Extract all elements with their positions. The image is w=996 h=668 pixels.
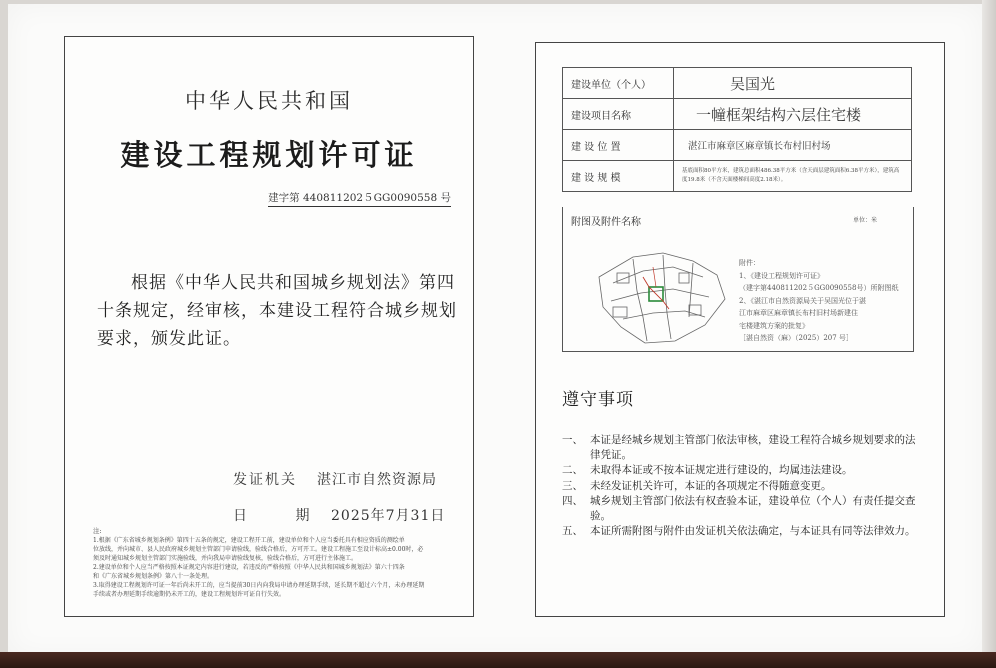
- rule-number: 五、: [562, 525, 583, 537]
- table-row: [563, 99, 912, 130]
- attachment-item: 宅楼建筑方案的批复》: [739, 321, 809, 330]
- rule-item: [562, 524, 918, 539]
- table-row: [563, 161, 912, 192]
- row-label: 建 设 位 置: [563, 130, 674, 161]
- table-row: [563, 130, 912, 161]
- issuer-value: 湛江市自然资源局: [317, 472, 437, 488]
- rule-number: 一、: [562, 434, 583, 446]
- rule-number: 二、: [562, 464, 583, 476]
- row-label: 建设单位（个人）: [563, 68, 674, 99]
- attachment-item: 1、《建设工程规划许可证》: [739, 271, 824, 280]
- rules-heading: 遵守事项: [562, 390, 634, 410]
- rule-item: [562, 463, 918, 478]
- country-title: 中华人民共和国: [185, 89, 353, 113]
- note-line: 须及时通知城乡规划主管部门实施验线，并向我局申请验线复核，验线合格后，方可进行主体施工。: [93, 555, 358, 562]
- rule-text: 本证所需附图与附件由发证机关依法确定，与本证具有同等法律效力。: [590, 525, 916, 537]
- note-line: 位放线，并向城市、县人民政府城乡规划主管部门申请验线，验线合格后，方可开工。建设工程施工至设计标高±0.00时，必: [93, 546, 424, 553]
- location-value: 湛江市麻章区麻章镇长布村旧村场: [674, 130, 912, 161]
- attachments-box: [562, 207, 914, 352]
- date-label: 日 期: [233, 508, 332, 524]
- note-line: 3.取得建设工程规划许可证一年后尚未开工的，应当提前30日内向我局申请办理延期手续，延长期不超过六个月，未办理延期: [93, 582, 425, 589]
- site-plan-image: [593, 247, 729, 347]
- project-info-table: [562, 67, 912, 192]
- certificate-notes: [93, 527, 449, 599]
- row-label: 建 设 规 模: [563, 161, 674, 192]
- note-line: 手续或者办理延期手续逾期仍未开工的，建设工程规划许可证自行失效。: [93, 591, 286, 598]
- attachment-item: ［湛自然资（麻）（2025）207 号］: [739, 334, 853, 342]
- attachment-item: 附件：: [739, 259, 760, 267]
- applicant-value: 吴国光: [674, 68, 912, 99]
- rule-item: [562, 494, 918, 523]
- table-row: [563, 68, 912, 99]
- paper-edge: [982, 0, 996, 668]
- table-surface: [0, 652, 996, 668]
- certificate-title: 建设工程规划许可证: [120, 138, 418, 172]
- rule-item: [562, 433, 918, 462]
- certificate-body-text: 根据《中华人民共和国城乡规划法》第四十条规定，经审核，本建设工程符合城乡规划要求，颁发此证。: [97, 273, 457, 349]
- certificate-details-page: [535, 42, 945, 617]
- attachments-unit: 单位：米: [853, 217, 878, 224]
- notes-title: 注:: [93, 527, 102, 535]
- date-value: 2025年7月31日: [331, 508, 446, 524]
- attachments-list: [739, 257, 911, 345]
- certificate-cover-page: [64, 36, 474, 617]
- attachment-item: （建字第440811202５GG0090558号）所附图纸: [739, 284, 899, 292]
- attachments-label: 附图及附件名称: [571, 217, 641, 228]
- rules-list: [562, 433, 918, 540]
- rule-text: 本证是经城乡规划主管部门依法审核，建设工程符合城乡规划要求的法律凭证。: [590, 434, 916, 461]
- note-line: 和《广东省城乡规划条例》第八十一条处理。: [93, 573, 214, 580]
- attachment-item: 2、《湛江市自然资源局关于吴国光位于湛: [739, 296, 866, 305]
- project-name-value: 一幢框架结构六层住宅楼: [674, 99, 912, 130]
- scale-value: 基底面积80平方米，建筑总面积486.38平方米（含天面层建筑面积6.38平方米），建筑高度19.8米（不含天面楼梯间高度2.18米）。: [674, 161, 912, 192]
- rule-number: 三、: [562, 479, 583, 492]
- attachment-item: 江市麻章区麻章镇长布村旧村场新建住: [739, 309, 858, 317]
- note-line: 1.根据《广东省城乡规划条例》第四十五条的规定，建设工程开工前，建设单位和个人应当委托具有相应资质的测绘单: [93, 537, 405, 544]
- certificate-number: 建字第 440811202５GG0090558 号: [268, 190, 451, 207]
- rule-number: 四、: [562, 495, 583, 507]
- note-line: 2.建设单位和个人应当严格按照本证规定内容进行建设，若违反的严格按照《中华人民共和国城乡规划法》第六十四条: [93, 564, 405, 571]
- rule-item: [562, 479, 918, 494]
- issuer-label: 发证机关: [233, 472, 297, 488]
- rule-text: 未经发证机关许可，本证的各项规定不得随意变更。: [590, 479, 832, 492]
- rule-text: 未取得本证或不按本证规定进行建设的，均属违法建设。: [590, 464, 853, 476]
- rule-text: 城乡规划主管部门依法有权查验本证，建设单位（个人）有责任提交查验。: [590, 495, 916, 522]
- row-label: 建设项目名称: [563, 99, 674, 130]
